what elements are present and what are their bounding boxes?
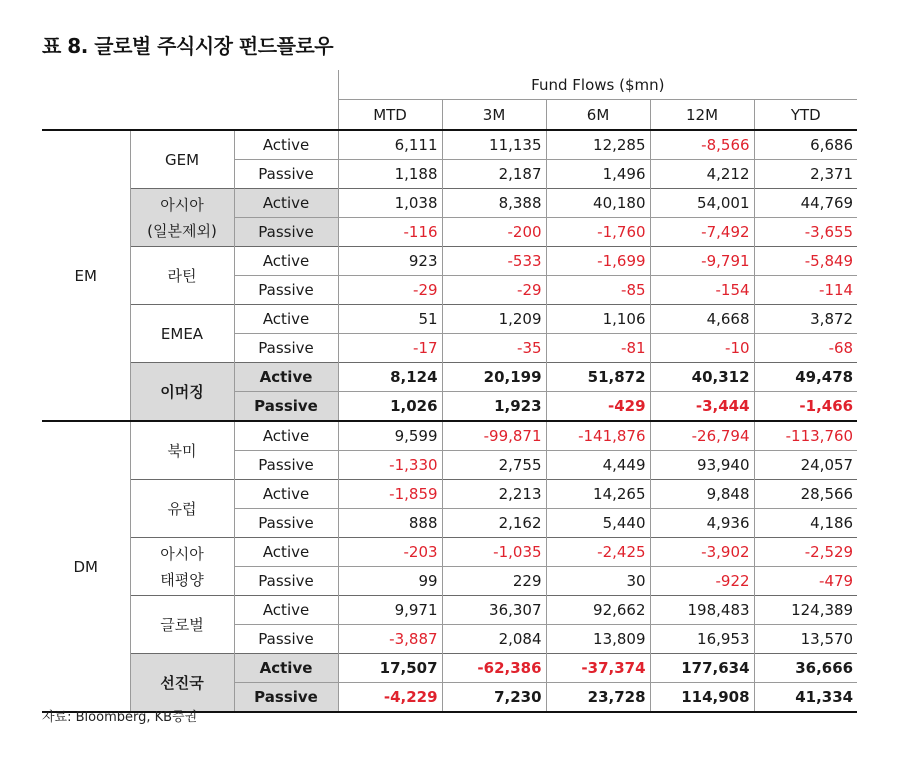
value-cell-ytd: 4,186	[754, 509, 857, 538]
value-cell-ytd: 6,686	[754, 130, 857, 160]
group-label: 북미	[130, 421, 234, 480]
value-cell-3m: 2,162	[442, 509, 546, 538]
value-cell-ytd: -114	[754, 276, 857, 305]
flow-type-label: Active	[234, 305, 338, 334]
value-cell-6m: 12,285	[546, 130, 650, 160]
value-cell-ytd: -479	[754, 567, 857, 596]
value-cell-3m: -1,035	[442, 538, 546, 567]
value-cell-12m: 40,312	[650, 363, 754, 392]
flow-type-label: Active	[234, 130, 338, 160]
total-group-label: 선진국	[130, 654, 234, 713]
total-row	[42, 363, 857, 392]
value-cell-12m: 4,212	[650, 160, 754, 189]
value-cell-6m: -2,425	[546, 538, 650, 567]
value-cell-12m: 177,634	[650, 654, 754, 683]
value-cell-3m: 2,084	[442, 625, 546, 654]
value-cell-mtd: 1,038	[338, 189, 442, 218]
value-cell-12m: 4,936	[650, 509, 754, 538]
value-cell-12m: 9,848	[650, 480, 754, 509]
value-cell-6m: 23,728	[546, 683, 650, 713]
flow-type-label: Active	[234, 596, 338, 625]
value-cell-ytd: 2,371	[754, 160, 857, 189]
table-row	[42, 421, 857, 451]
value-cell-3m: -29	[442, 276, 546, 305]
value-cell-6m: -429	[546, 392, 650, 422]
value-cell-mtd: 888	[338, 509, 442, 538]
value-cell-mtd: 1,188	[338, 160, 442, 189]
value-cell-3m: 229	[442, 567, 546, 596]
value-cell-6m: -85	[546, 276, 650, 305]
value-cell-mtd: 51	[338, 305, 442, 334]
value-cell-mtd: 923	[338, 247, 442, 276]
flow-type-label: Active	[234, 480, 338, 509]
value-cell-6m: 92,662	[546, 596, 650, 625]
value-cell-mtd: -116	[338, 218, 442, 247]
column-header-mtd: MTD	[338, 100, 442, 131]
value-cell-3m: -533	[442, 247, 546, 276]
value-cell-mtd: -17	[338, 334, 442, 363]
value-cell-ytd: 13,570	[754, 625, 857, 654]
value-cell-mtd: 8,124	[338, 363, 442, 392]
value-cell-3m: -35	[442, 334, 546, 363]
value-cell-3m: -62,386	[442, 654, 546, 683]
value-cell-ytd: 3,872	[754, 305, 857, 334]
value-cell-12m: -154	[650, 276, 754, 305]
value-cell-12m: -8,566	[650, 130, 754, 160]
table-row	[42, 305, 857, 334]
value-cell-ytd: 49,478	[754, 363, 857, 392]
flow-type-label: Passive	[234, 160, 338, 189]
flow-type-label: Passive	[234, 509, 338, 538]
fund-flows-table	[42, 70, 857, 713]
value-cell-6m: -37,374	[546, 654, 650, 683]
group-label: 유럽	[130, 480, 234, 538]
fund-flows-header: Fund Flows ($mn)	[338, 70, 857, 100]
value-cell-12m: 198,483	[650, 596, 754, 625]
flow-type-label: Active	[234, 654, 338, 683]
column-header-row	[42, 100, 857, 131]
flow-type-label: Active	[234, 421, 338, 451]
value-cell-3m: 7,230	[442, 683, 546, 713]
group-label: GEM	[130, 130, 234, 189]
value-cell-6m: 1,106	[546, 305, 650, 334]
group-label-line: 아시아	[160, 544, 204, 563]
value-cell-ytd: -68	[754, 334, 857, 363]
value-cell-3m: 2,755	[442, 451, 546, 480]
flow-type-label: Active	[234, 247, 338, 276]
column-header-ytd: YTD	[754, 100, 857, 131]
value-cell-6m: 4,449	[546, 451, 650, 480]
flow-type-label: Active	[234, 363, 338, 392]
group-label: EMEA	[130, 305, 234, 363]
region-label: DM	[42, 421, 130, 712]
value-cell-6m: -81	[546, 334, 650, 363]
table-row	[42, 596, 857, 625]
flow-type-label: Passive	[234, 625, 338, 654]
flow-type-label: Passive	[234, 334, 338, 363]
value-cell-12m: -9,791	[650, 247, 754, 276]
table-header	[42, 70, 857, 130]
value-cell-6m: 40,180	[546, 189, 650, 218]
value-cell-3m: 20,199	[442, 363, 546, 392]
group-label-line: 태평양	[160, 570, 204, 589]
flow-type-label: Passive	[234, 451, 338, 480]
table-row	[42, 247, 857, 276]
table-body	[42, 130, 857, 712]
total-row	[42, 654, 857, 683]
value-cell-3m: -99,871	[442, 421, 546, 451]
value-cell-3m: 1,923	[442, 392, 546, 422]
value-cell-ytd: 44,769	[754, 189, 857, 218]
value-cell-mtd: 17,507	[338, 654, 442, 683]
value-cell-mtd: -4,229	[338, 683, 442, 713]
value-cell-ytd: 41,334	[754, 683, 857, 713]
group-label	[130, 189, 234, 247]
value-cell-mtd: -203	[338, 538, 442, 567]
value-cell-12m: 16,953	[650, 625, 754, 654]
header-spacer	[42, 70, 338, 100]
value-cell-12m: 54,001	[650, 189, 754, 218]
flow-type-label: Passive	[234, 683, 338, 713]
table-row	[42, 189, 857, 218]
value-cell-mtd: 99	[338, 567, 442, 596]
column-header-12m: 12M	[650, 100, 754, 131]
group-label-line: 아시아	[160, 195, 204, 214]
value-cell-12m: -26,794	[650, 421, 754, 451]
value-cell-mtd: -1,330	[338, 451, 442, 480]
value-cell-12m: 93,940	[650, 451, 754, 480]
flow-type-label: Passive	[234, 276, 338, 305]
value-cell-6m: 51,872	[546, 363, 650, 392]
value-cell-mtd: 1,026	[338, 392, 442, 422]
total-group-label: 이머징	[130, 363, 234, 422]
value-cell-mtd: -29	[338, 276, 442, 305]
value-cell-ytd: 124,389	[754, 596, 857, 625]
value-cell-ytd: -1,466	[754, 392, 857, 422]
group-label: 글로벌	[130, 596, 234, 654]
value-cell-3m: 2,187	[442, 160, 546, 189]
value-cell-6m: 1,496	[546, 160, 650, 189]
group-label	[130, 538, 234, 596]
value-cell-6m: 13,809	[546, 625, 650, 654]
value-cell-3m: 8,388	[442, 189, 546, 218]
value-cell-6m: -1,760	[546, 218, 650, 247]
value-cell-mtd: -1,859	[338, 480, 442, 509]
value-cell-ytd: -3,655	[754, 218, 857, 247]
value-cell-6m: -141,876	[546, 421, 650, 451]
value-cell-12m: -10	[650, 334, 754, 363]
table-row	[42, 130, 857, 160]
value-cell-3m: 2,213	[442, 480, 546, 509]
value-cell-mtd: 9,971	[338, 596, 442, 625]
table-title: 표 8. 글로벌 주식시장 펀드플로우	[42, 34, 334, 58]
value-cell-ytd: 24,057	[754, 451, 857, 480]
group-label: 라틴	[130, 247, 234, 305]
value-cell-3m: 36,307	[442, 596, 546, 625]
source-note: 자료: Bloomberg, KB증권	[42, 710, 198, 725]
value-cell-3m: 1,209	[442, 305, 546, 334]
value-cell-ytd: 28,566	[754, 480, 857, 509]
value-cell-12m: -3,902	[650, 538, 754, 567]
column-header-3m: 3M	[442, 100, 546, 131]
table-row	[42, 480, 857, 509]
table-row	[42, 538, 857, 567]
flow-type-label: Active	[234, 189, 338, 218]
flow-type-label: Passive	[234, 218, 338, 247]
value-cell-ytd: -2,529	[754, 538, 857, 567]
value-cell-ytd: 36,666	[754, 654, 857, 683]
value-cell-3m: 11,135	[442, 130, 546, 160]
flow-type-label: Passive	[234, 392, 338, 422]
header-spacer	[42, 100, 338, 131]
value-cell-12m: 114,908	[650, 683, 754, 713]
value-cell-12m: -7,492	[650, 218, 754, 247]
value-cell-12m: -922	[650, 567, 754, 596]
value-cell-ytd: -5,849	[754, 247, 857, 276]
group-label-line: (일본제외)	[147, 221, 217, 240]
column-header-6m: 6M	[546, 100, 650, 131]
flow-type-label: Active	[234, 538, 338, 567]
value-cell-12m: -3,444	[650, 392, 754, 422]
region-label: EM	[42, 130, 130, 421]
value-cell-6m: 14,265	[546, 480, 650, 509]
value-cell-6m: 5,440	[546, 509, 650, 538]
value-cell-mtd: -3,887	[338, 625, 442, 654]
flow-type-label: Passive	[234, 567, 338, 596]
value-cell-mtd: 9,599	[338, 421, 442, 451]
value-cell-12m: 4,668	[650, 305, 754, 334]
value-cell-ytd: -113,760	[754, 421, 857, 451]
value-cell-mtd: 6,111	[338, 130, 442, 160]
value-cell-3m: -200	[442, 218, 546, 247]
value-cell-6m: 30	[546, 567, 650, 596]
value-cell-6m: -1,699	[546, 247, 650, 276]
